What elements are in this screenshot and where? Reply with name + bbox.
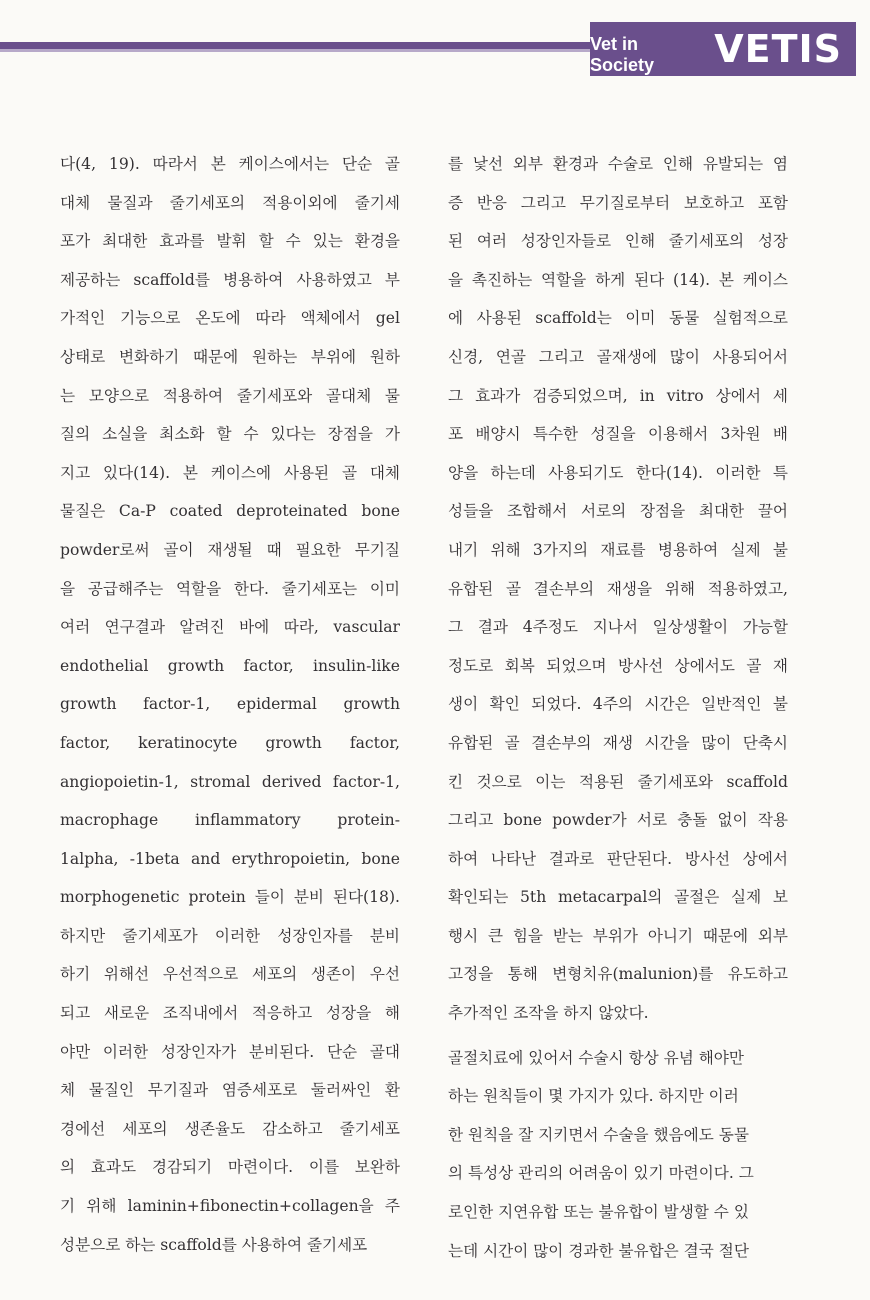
text-line: 되고 새로운 조직내에서 적응하고 성장을 해 [60, 1004, 400, 1023]
text-line: 된 여러 성장인자들로 인해 줄기세포의 성장 [448, 232, 788, 251]
text-line: 1alpha, -1beta and erythropoietin, bone [60, 849, 400, 868]
text-line: growth factor-1, epidermal growth [60, 695, 400, 714]
text-line: 는 모양으로 적용하여 줄기세포와 골대체 물 [60, 386, 400, 405]
text-line: 포가 최대한 효과를 발휘 할 수 있는 환경을 [60, 232, 400, 251]
text-line: 을 촉진하는 역할을 하게 된다 (14). 본 케이스 [448, 270, 788, 289]
text-line: 행시 큰 힘을 받는 부위가 아니기 때문에 외부 [448, 926, 788, 945]
text-line: 골절치료에 있어서 수술시 항상 유념 해야만 [448, 1048, 744, 1067]
text-line: 지고 있다(14). 본 케이스에 사용된 골 대체 [60, 463, 400, 482]
left-paragraph [60, 145, 400, 1264]
text-line: 로인한 지연유합 또는 불유합이 발생할 수 있 [448, 1203, 749, 1222]
text-line: 상태로 변화하기 때문에 원하는 부위에 원하 [60, 347, 400, 366]
text-line: 기 위해 laminin+fibonectin+collagen을 주 [60, 1197, 400, 1216]
header-rule [0, 42, 590, 49]
text-line: 킨 것으로 이는 적용된 줄기세포와 scaffold [448, 772, 788, 791]
text-line: 에 사용된 scaffold는 이미 동물 실험적으로 [448, 309, 788, 328]
text-line: 을 공급해주는 역할을 한다. 줄기세포는 이미 [60, 579, 400, 598]
text-line: 성들을 조합해서 서로의 장점을 최대한 끌어 [448, 502, 788, 521]
text-line: 질의 소실을 최소화 할 수 있다는 장점을 가 [60, 425, 400, 444]
text-line: 추가적인 조작을 하지 않았다. [448, 1004, 649, 1023]
text-line: powder로써 골이 재생될 때 필요한 무기질 [60, 540, 400, 559]
text-line: macrophage inflammatory protein- [60, 811, 400, 830]
text-line: 다(4, 19). 따라서 본 케이스에서는 단순 골 [60, 155, 400, 173]
text-line: 물질은 Ca-P coated deproteinated bone [60, 502, 400, 521]
header-subtitle: Vet in Society [590, 34, 655, 75]
text-line: 의 효과도 경감되기 마련이다. 이를 보완하 [60, 1158, 400, 1177]
text-line: 를 낯선 외부 환경과 수술로 인해 유발되는 염 [448, 155, 788, 173]
text-line: 하는 원칙들이 몇 가지가 있다. 하지만 이러 [448, 1087, 739, 1106]
text-line: 성분으로 하는 scaffold를 사용하여 줄기세포 [60, 1235, 368, 1254]
text-line: 여러 연구결과 알려진 바에 따라, vascular [60, 618, 400, 637]
text-line: 확인되는 5th metacarpal의 골절은 실제 보 [448, 888, 788, 907]
text-line: 내기 위해 3가지의 재료를 병용하여 실제 불 [448, 540, 788, 559]
header-rule-shadow [0, 49, 590, 52]
text-line: 제공하는 scaffold를 병용하여 사용하였고 부 [60, 270, 400, 289]
text-line: 유합된 골 결손부의 재생을 위해 적용하였고, [448, 579, 788, 598]
text-line: 그 효과가 검증되었으며, in vitro 상에서 세 [448, 386, 788, 405]
text-line: 정도로 회복 되었으며 방사선 상에서도 골 재 [448, 656, 788, 675]
text-line: angiopoietin-1, stromal derived factor-1, [60, 772, 400, 791]
text-line: 유합된 골 결손부의 재생 시간을 많이 단축시 [448, 733, 788, 752]
text-line: 그 결과 4주정도 지나서 일상생활이 가능할 [448, 618, 788, 637]
text-line: 그리고 bone powder가 서로 충돌 없이 작용 [448, 811, 788, 830]
text-line: 한 원칙을 잘 지키면서 수술을 했음에도 동물 [448, 1125, 749, 1144]
text-line: 가적인 기능으로 온도에 따라 액체에서 gel [60, 309, 400, 328]
text-line: 체 물질인 무기질과 염증세포로 둘러싸인 환 [60, 1081, 400, 1100]
text-line: 하여 나타난 결과로 판단된다. 방사선 상에서 [448, 849, 788, 868]
text-line: 하기 위해선 우선적으로 세포의 생존이 우선 [60, 965, 400, 984]
header-logo: VETIS [714, 27, 842, 71]
text-line: morphogenetic protein 들이 분비 된다(18). [60, 888, 400, 907]
text-line: 대체 물질과 줄기세포의 적용이외에 줄기세 [60, 193, 400, 212]
text-line: factor, keratinocyte growth factor, [60, 733, 400, 752]
text-line: 하지만 줄기세포가 이러한 성장인자를 분비 [60, 926, 400, 945]
text-line: 야만 이러한 성장인자가 분비된다. 단순 골대 [60, 1042, 400, 1061]
header-banner [590, 22, 856, 76]
text-line: endothelial growth factor, insulin-like [60, 656, 400, 675]
text-line: 경에선 세포의 생존율도 감소하고 줄기세포 [60, 1119, 400, 1138]
right-paragraph-2 [448, 1039, 788, 1271]
right-column [448, 145, 788, 1276]
right-paragraph-1 [448, 145, 788, 1033]
text-line: 신경, 연골 그리고 골재생에 많이 사용되어서 [448, 347, 788, 366]
text-line: 생이 확인 되었다. 4주의 시간은 일반적인 불 [448, 695, 788, 714]
text-line: 고정을 통해 변형치유(malunion)를 유도하고 [448, 965, 788, 984]
text-line: 는데 시간이 많이 경과한 불유합은 결국 절단 [448, 1241, 749, 1260]
text-line: 증 반응 그리고 무기질로부터 보호하고 포함 [448, 193, 788, 212]
text-line: 포 배양시 특수한 성질을 이용해서 3차원 배 [448, 425, 788, 444]
left-column [60, 145, 400, 1270]
text-line: 양을 하는데 사용되기도 한다(14). 이러한 특 [448, 463, 788, 482]
text-line: 의 특성상 관리의 어려움이 있기 마련이다. 그 [448, 1164, 754, 1183]
